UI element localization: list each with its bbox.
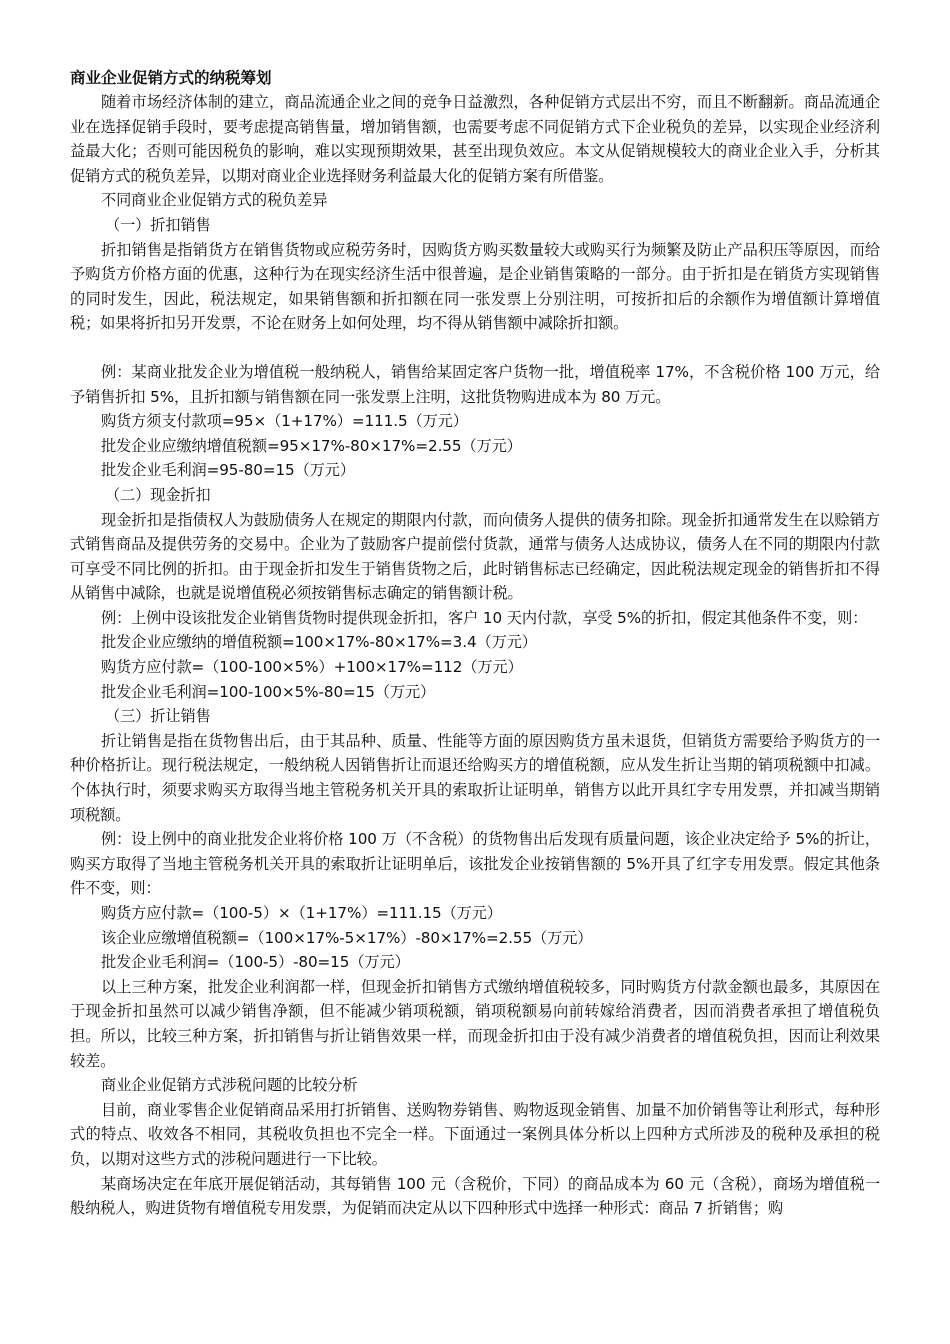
section-heading-comparison-analysis: 商业企业促销方式涉税问题的比较分析 — [101, 1076, 358, 1095]
document-title: 商业企业促销方式的纳税筹划 — [70, 69, 272, 87]
formula-line: 批发企业应缴纳增值税额=95×17%-80×17%=2.55（万元） — [101, 436, 522, 455]
paragraph-example-1: 例：某商业批发企业为增值税一般纳税人，销售给某固定客户货物一批，增值税率 17%，不含税价格 100 万元，给予销售折扣 5%，且折扣额与销售额在同一张发票上注明，这批货物购进成本为 80 万元。 — [70, 362, 880, 406]
subheading-allowance-sale: （三）折让销售 — [105, 707, 211, 726]
paragraph-allowance-sale: 折让销售是指在货物售出后，由于其品种、质量、性能等方面的原因购货方虽未退货，但销货方需要给予购货方的一种价格折让。现行税法规定，一般纳税人因销售折让而退还给购买方的增值税额，应从发生折让当期的销项税额中扣减。个体执行时，须要求购买方取得当地主管税务机关开具的索取折让证明单，销售方以此开具红字专用发票，并扣减当期销项税额。 — [70, 731, 880, 824]
formula-line: 购货方须支付款项=95×（1+17%）=111.5（万元） — [101, 412, 468, 431]
paragraph-mall-case: 某商场决定在年底开展促销活动，其每销售 100 元（含税价，下同）的商品成本为 60 元（含税），商场为增值税一般纳税人，购进货物有增值税专用发票，为促销而决定从以下四种形式中选择一种形式：商品 7 折销售；购 — [70, 1174, 880, 1218]
document-page — [70, 66, 880, 1221]
paragraph-example-2: 例：上例中设该批发企业销售货物时提供现金折扣，客户 10 天内付款，享受 5%的折扣，假定其他条件不变，则： — [101, 608, 868, 627]
formula-line: 购货方应付款=（100-100×5%）+100×17%=112（万元） — [101, 658, 523, 677]
formula-line: 批发企业毛利润=（100-5）-80=15（万元） — [101, 953, 410, 972]
section-heading-tax-difference: 不同商业企业促销方式的税负差异 — [101, 191, 328, 210]
paragraph-cash-discount: 现金折扣是指债权人为鼓励债务人在规定的期限内付款，而向债务人提供的债务扣除。现金折扣通常发生在以赊销方式销售商品及提供劳务的交易中。企业为了鼓励客户提前偿付货款，通常与债务人达成协议，债务人在不同的期限内付款可享受不同比例的折扣。由于现金折扣发生于销售货物之后，此时销售标志已经确定，因此税法规定现金的销售折扣不得从销售中减除，也就是说增值税必须按销售标志确定的销售额计税。 — [70, 510, 880, 603]
formula-line: 该企业应缴增值税额=（100×17%-5×17%）-80×17%=2.55（万元） — [101, 928, 593, 947]
subheading-discount-sale: （一）折扣销售 — [105, 215, 211, 234]
formula-line: 批发企业应缴纳的增值税额=100×17%-80×17%=3.4（万元） — [101, 633, 537, 652]
paragraph-intro: 随着市场经济体制的建立，商品流通企业之间的竞争日益激烈，各种促销方式层出不穷，而且不断翻新。商品流通企业在选择促销手段时，要考虑提高销售量，增加销售额，也需要考虑不同促销方式下企业税负的差异，以实现企业经济利益最大化；否则可能因税负的影响，难以实现预期效果，甚至出现负效应。本文从促销规模较大的商业企业入手，分析其促销方式的税负差异，以期对商业企业选择财务利益最大化的促销方案有所借鉴。 — [70, 93, 880, 185]
paragraph-comparison: 以上三种方案，批发企业利润都一样，但现金折扣销售方式缴纳增值税较多，同时购货方付款金额也最多，其原因在于现金折扣虽然可以减少销售净额，但不能减少销项税额，销项税额易向前转嫁给消费者，因而消费者承担了增值税负担。所以，比较三种方案，折扣销售与折让销售效果一样，而现金折扣由于没有减少消费者的增值税负担，因而让利效果较差。 — [70, 977, 880, 1070]
paragraph-example-3: 例：设上例中的商业批发企业将价格 100 万（不含税）的货物售出后发现有质量问题，该企业决定给予 5%的折让，购买方取得了当地主管税务机关开具的索取折让证明单后，该批发企业按销售额的 5%开具了红字专用发票。假定其他条件不变，则： — [70, 830, 880, 898]
formula-line: 购货方应付款=（100-5）×（1+17%）=111.15（万元） — [101, 904, 502, 922]
formula-line: 批发企业毛利润=95-80=15（万元） — [101, 461, 355, 480]
paragraph-discount-sale: 折扣销售是指销货方在销售货物或应税劳务时，因购货方购买数量较大或购买行为频繁及防止产品积压等原因，而给予购货方价格方面的优惠，这种行为在现实经济生活中很普遍，是企业销售策略的一部分。由于折扣是在销货方实现销售的同时发生，因此，税法规定，如果销售额和折扣额在同一张发票上分别注明，可按折扣后的余额作为增值额计算增值税；如果将折扣另开发票，不论在财务上如何处理，均不得从销售额中减除折扣额。 — [70, 240, 880, 333]
paragraph-retail-promotions: 目前，商业零售企业促销商品采用打折销售、送购物券销售、购物返现金销售、加量不加价销售等让利形式，每种形式的特点、收效各不相同，其税收负担也不完全一样。下面通过一案例具体分析以上四种方式所涉及的税种及承担的税负，以期对这些方式的涉税问题进行一下比较。 — [70, 1100, 880, 1168]
formula-line: 批发企业毛利润=100-100×5%-80=15（万元） — [101, 682, 436, 701]
subheading-cash-discount: （二）现金折扣 — [105, 485, 211, 504]
blank-line — [70, 336, 880, 360]
